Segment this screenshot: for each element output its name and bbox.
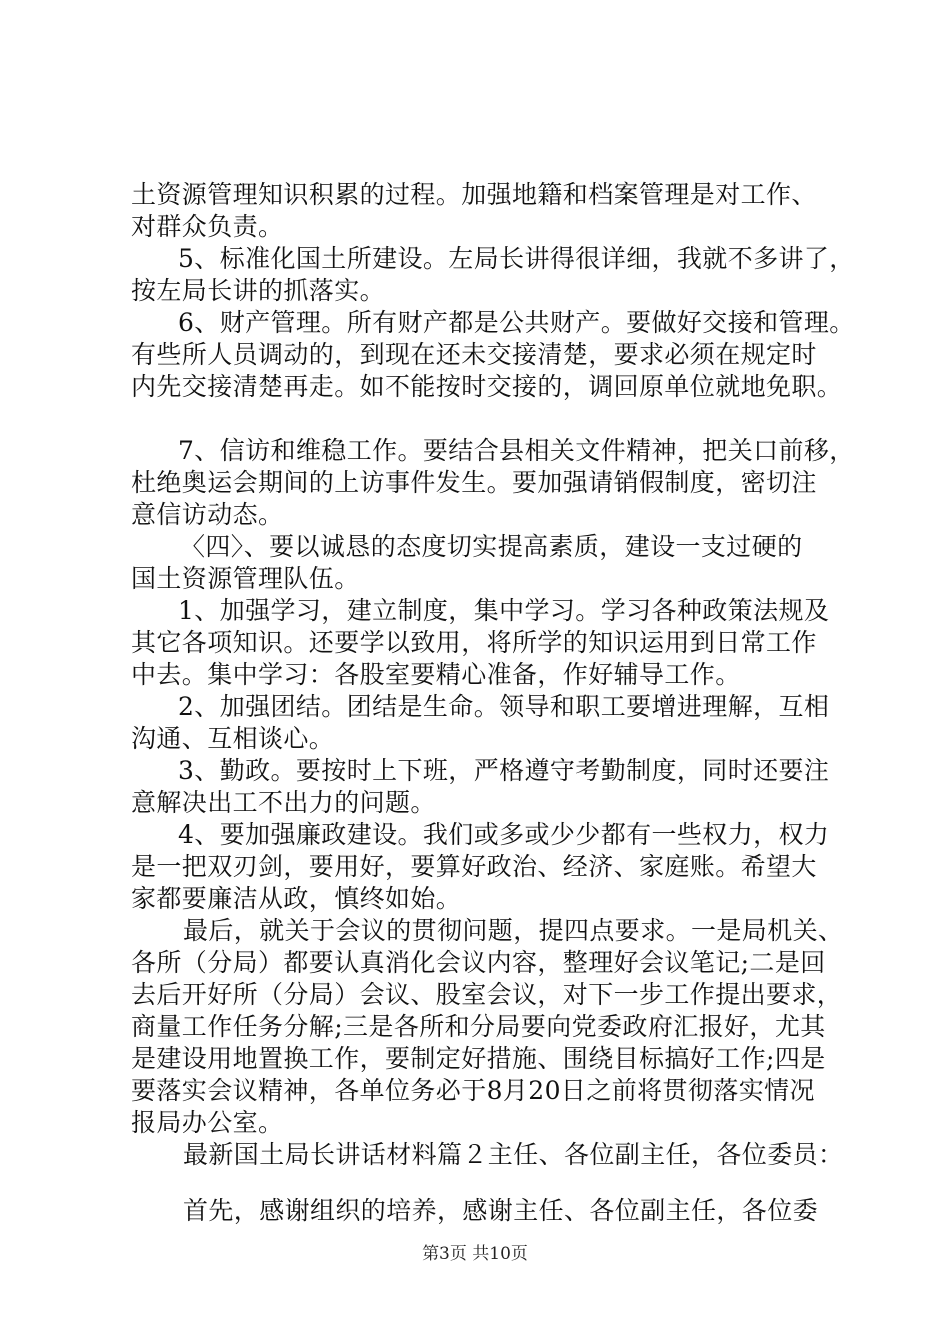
text-line: 2、加强团结。团结是生命。领导和职工要增进理解，互相 [178,692,830,721]
text-line: 最新国土局长讲话材料篇２主任、各位副主任，各位委员： [183,1140,844,1169]
text-line: 要落实会议精神，各单位务必于8月20日之前将贯彻落实情况 [131,1076,815,1105]
text-line: 国土资源管理队伍。 [131,564,360,593]
text-line: 首先，感谢组织的培养，感谢主任、各位副主任，各位委 [183,1196,819,1225]
text-line: 6、财产管理。所有财产都是公共财产。要做好交接和管理。 [178,308,855,337]
text-line: 1、加强学习，建立制度，集中学习。学习各种政策法规及 [178,596,830,625]
text-line: 按左局长讲的抓落实。 [131,276,386,305]
text-line: 3、勤政。要按时上下班，严格遵守考勤制度，同时还要注 [178,756,830,785]
text-line: 商量工作任务分解;三是各所和分局要向党委政府汇报好，尤其 [131,1012,826,1041]
text-line: 对群众负责。 [131,212,284,241]
text-line: 是一把双刃剑，要用好，要算好政治、经济、家庭账。希望大 [131,852,817,881]
text-line: 有些所人员调动的，到现在还未交接清楚，要求必须在规定时 [131,340,817,369]
text-line: 7、信访和维稳工作。要结合县相关文件精神，把关口前移， [178,436,855,465]
text-line: 中去。集中学习：各股室要精心准备，作好辅导工作。 [131,660,741,689]
text-line: 其它各项知识。还要学以致用，将所学的知识运用到日常工作 [131,628,817,657]
text-line: 报局办公室。 [131,1108,284,1137]
text-line: 家都要廉洁从政，慎终如始。 [131,884,462,913]
text-line: 5、标准化国土所建设。左局长讲得很详细，我就不多讲了， [178,244,855,273]
text-line: 去后开好所（分局）会议、股室会议，对下一步工作提出要求， [131,980,843,1009]
text-line: 内先交接清楚再走。如不能按时交接的，调回原单位就地免职。 [131,372,843,401]
text-line: 是建设用地置换工作，要制定好措施、围绕目标搞好工作;四是 [131,1044,826,1073]
text-line: 土资源管理知识积累的过程。加强地籍和档案管理是对工作、 [131,180,817,209]
text-line: 意解决出工不出力的问题。 [131,788,436,817]
page-footer: 第3页 共10页 [422,1244,528,1264]
text-line: 最后，就关于会议的贯彻问题，提四点要求。一是局机关、 [183,916,844,945]
text-line: 〈四〉、要以诚恳的态度切实提高素质，建设一支过硬的 [180,532,803,561]
text-line: 4、要加强廉政建设。我们或多或少少都有一些权力，权力 [178,820,830,849]
text-line: 杜绝奥运会期间的上访事件发生。要加强请销假制度，密切注 [131,468,817,497]
text-line: 各所（分局）都要认真消化会议内容，整理好会议笔记;二是回 [131,948,826,977]
text-line: 意信访动态。 [131,500,284,529]
text-line: 沟通、互相谈心。 [131,724,335,753]
